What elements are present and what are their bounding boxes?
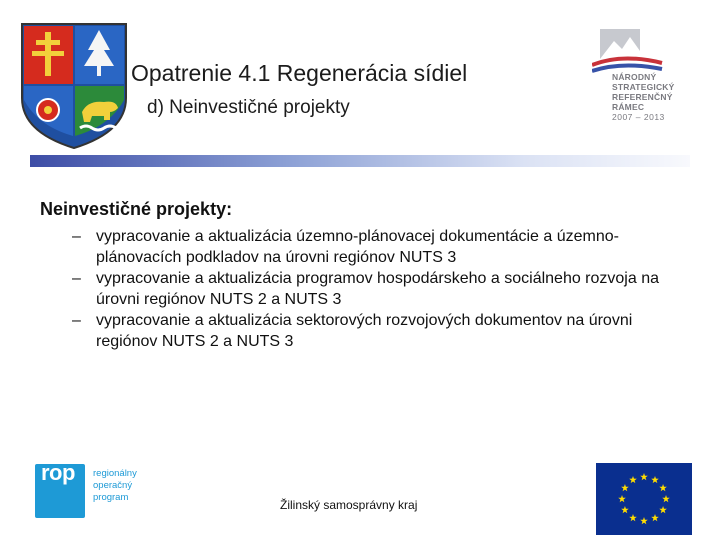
section-heading: Neinvestičné projekty: [40, 199, 233, 219]
rop-logo-box [35, 460, 85, 518]
bullet-marker: – [72, 228, 81, 245]
list-item [72, 310, 662, 352]
list-item [72, 268, 662, 310]
list-item [72, 226, 662, 268]
page-title: Opatrenie 4.1 Regenerácia sídiel [131, 60, 468, 86]
rop-logo [35, 460, 160, 522]
header-divider [30, 155, 690, 167]
page-subtitle: d) Neinvestičné projekty [147, 97, 350, 118]
bullet-marker: – [72, 312, 81, 329]
nsrr-logo-text: NÁRODNÝ STRATEGICKÝ REFERENČNÝ RÁMEC 2007 – 2013 [612, 72, 675, 122]
list-item-text: vypracovanie a aktualizácia územno-plánovacej dokumentácie a územno-plánovacích podkladov na úrovni regiónov NUTS 3 [96, 228, 619, 266]
eu-flag-icon [596, 463, 692, 535]
coat-of-arms-icon [18, 20, 130, 152]
list-item-text: vypracovanie a aktualizácia sektorových rozvojových dokumentov na úrovni regiónov NUTS 2 a NUTS 3 [96, 312, 633, 350]
rop-logo-text: regionálny operačný program [93, 468, 137, 503]
bullet-marker: – [72, 270, 81, 287]
bullet-list [72, 226, 662, 352]
list-item-text: vypracovanie a aktualizácia programov hospodárskeho a sociálneho rozvoja na úrovni regiónov NUTS 2 a NUTS 3 [96, 270, 659, 308]
footer-text: Žilinský samosprávny kraj [280, 498, 418, 512]
rop-logo-word: rop [41, 460, 75, 485]
